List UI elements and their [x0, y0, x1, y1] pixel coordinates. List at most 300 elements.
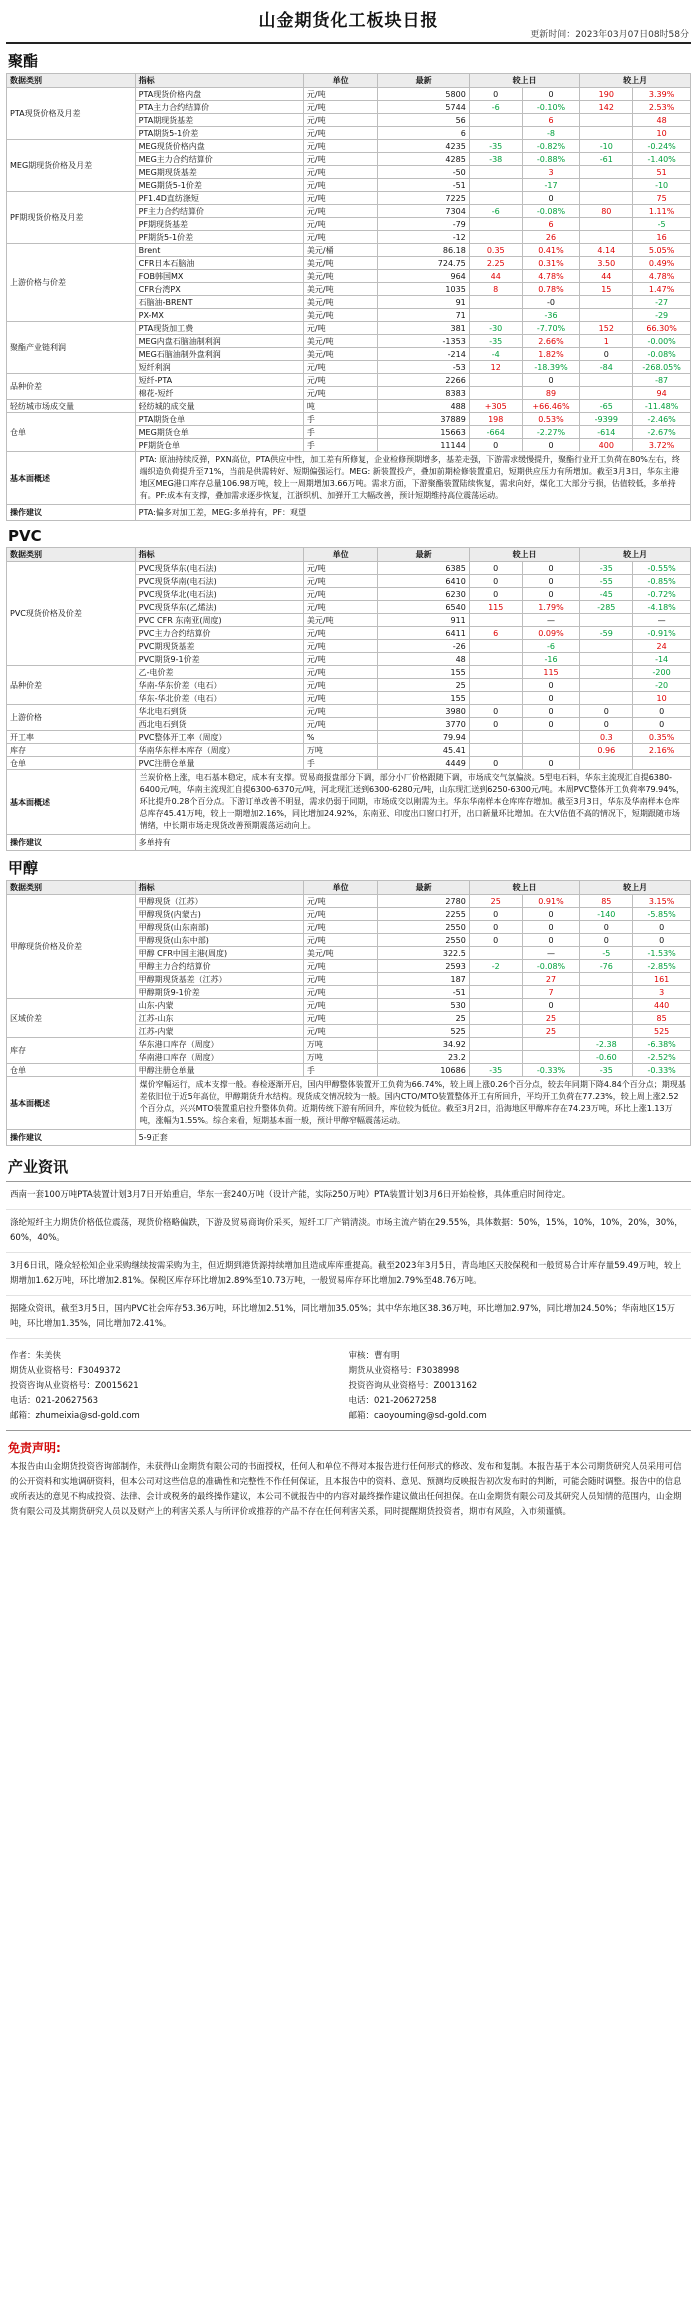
day-change-cell: 0 [469, 908, 522, 921]
month-change-cell: 525 [633, 1025, 691, 1038]
unit-cell: 元/吨 [303, 114, 378, 127]
day-change-cell: 0 [522, 374, 580, 387]
summary-text: 煤价窄幅运行，成本支撑一般。春检逐渐开启，国内甲醇整体装置开工负荷为66.74%，较上周上涨0.26个百分点，较去年同期下降4.84个百分点；期现基差依旧位于近5年高位，甲醇期货升水结构。现货成交情况较为一般。国内CTO/MTO装置整体开工有所回升，平均开工负荷在77.23%，较上周上涨2.52个百分点，兴兴MTO装置重启拉升整体负荷。近期传统下游有所回升，库位较为低位。截至3月2日，沿海地区甲醇库存在74.23万吨，环比上涨1.13万吨，涨幅为1.55%。综合来看，短期基本面一般，预计甲醇窄幅震荡运动。 [135, 1077, 690, 1130]
op-advice-text: 5-9正套 [135, 1130, 690, 1146]
day-change-cell: 0 [522, 439, 580, 452]
indicator-cell: 西北电石到货 [135, 718, 303, 731]
indicator-cell: PTA期现货基差 [135, 114, 303, 127]
latest-value-cell: 91 [378, 296, 469, 309]
day-change-cell [522, 744, 580, 757]
day-change-cell: 0 [469, 921, 522, 934]
indicator-cell: 甲醇现货（江苏） [135, 895, 303, 908]
op-advice-row [7, 1130, 691, 1146]
day-change-cell: 0 [522, 921, 580, 934]
report-header [6, 4, 691, 44]
unit-cell: 元/吨 [303, 999, 378, 1012]
indicator-cell: PVC期货9-1价差 [135, 653, 303, 666]
news-item: 据隆众资讯，截至3月5日，国内PVC社会库存53.36万吨，环比增加2.51%，同比增加35.05%；其中华东地区38.36万吨，环比增加2.97%，同比增加24.50%；华南地区15万吨，环比增加1.35%，同比增加72.41%。 [6, 1296, 691, 1339]
latest-value-cell: 155 [378, 666, 469, 679]
latest-value-cell: 79.94 [378, 731, 469, 744]
month-change-cell [580, 114, 633, 127]
month-change-cell [580, 653, 633, 666]
day-change-cell: 89 [522, 387, 580, 400]
summary-text: PTA: 原油持续反弹，PXN高位，PTA供应中性，加工差有所修复，企业检修预期增多，基差走强，下游需求缓慢提升，聚酯行业开工负荷在80%左右，终端织造负荷提升至71%，当前是供需转好、短期偏强运行。MEG: 新装置投产，叠加前期检修装置重启，短期供应压力有所增加。截至3月3日，华东主港地区MEG港口库存总量106.98万吨，较上一周期增加3.66万吨。需求方面，下游聚酯装置陆续恢复，需求向好，煤化工大部分亏损，估值较低，多单持有。PF:成本有支撑，叠加需求逐步恢复，江浙织机、加弹开工大幅改善，预计短期维持高位震荡运动。 [135, 452, 690, 505]
month-change-cell [580, 999, 633, 1012]
day-change-cell [469, 387, 522, 400]
unit-cell: 元/吨 [303, 374, 378, 387]
month-change-cell: -1.53% [633, 947, 691, 960]
news-title: 产业资讯 [6, 1146, 691, 1182]
latest-value-cell: 6540 [378, 601, 469, 614]
op-advice-row [7, 835, 691, 851]
unit-cell: 元/吨 [303, 934, 378, 947]
contact-line: 投资咨询从业资格号：Z0015621 [10, 1381, 139, 1391]
day-change-cell: 0 [522, 692, 580, 705]
indicator-cell: PVC现货华南(电石法) [135, 575, 303, 588]
latest-value-cell: -51 [378, 179, 469, 192]
column-header: 数据类别 [7, 74, 136, 88]
column-header: 数据类别 [7, 548, 136, 562]
month-change-cell [580, 231, 633, 244]
indicator-cell: 甲醇期现货基差（江苏） [135, 973, 303, 986]
indicator-cell: PVC期现货基差 [135, 640, 303, 653]
month-change-cell: 0.3 [580, 731, 633, 744]
column-header: 较上月 [580, 881, 691, 895]
month-change-cell: 3.72% [633, 439, 691, 452]
indicator-cell: 乙-电价差 [135, 666, 303, 679]
day-change-cell [469, 309, 522, 322]
month-change-cell: 80 [580, 205, 633, 218]
unit-cell: 元/吨 [303, 88, 378, 101]
latest-value-cell: 5744 [378, 101, 469, 114]
unit-cell: 美元/桶 [303, 244, 378, 257]
column-header: 指标 [135, 548, 303, 562]
column-header: 单位 [303, 74, 378, 88]
latest-value-cell: 187 [378, 973, 469, 986]
category-cell: 仓单 [7, 1064, 136, 1077]
month-change-cell [580, 640, 633, 653]
latest-value-cell: 6410 [378, 575, 469, 588]
month-change-cell: 190 [580, 88, 633, 101]
day-change-cell [522, 1038, 580, 1051]
table-row [7, 895, 691, 908]
unit-cell: 元/吨 [303, 895, 378, 908]
day-change-cell: 0 [469, 88, 522, 101]
day-change-cell [469, 692, 522, 705]
column-header: 最新 [378, 548, 469, 562]
day-change-cell: 0.91% [522, 895, 580, 908]
table-row [7, 999, 691, 1012]
day-change-cell: 0.09% [522, 627, 580, 640]
unit-cell: 元/吨 [303, 986, 378, 999]
month-change-cell: 51 [633, 166, 691, 179]
day-change-cell: 0 [469, 705, 522, 718]
month-change-cell: 0 [633, 934, 691, 947]
indicator-cell: PVC现货华东(电石法) [135, 562, 303, 575]
unit-cell: 元/吨 [303, 705, 378, 718]
unit-cell: 美元/吨 [303, 947, 378, 960]
month-change-cell: 16 [633, 231, 691, 244]
unit-cell: 手 [303, 426, 378, 439]
day-change-cell: -35 [469, 140, 522, 153]
latest-value-cell: 155 [378, 692, 469, 705]
latest-value-cell: -79 [378, 218, 469, 231]
indicator-cell: 山东-内蒙 [135, 999, 303, 1012]
indicator-cell: MEG现货价格内盘 [135, 140, 303, 153]
month-change-cell [580, 127, 633, 140]
latest-value-cell: 530 [378, 999, 469, 1012]
month-change-cell: -2.85% [633, 960, 691, 973]
indicator-cell: PTA期货5-1价差 [135, 127, 303, 140]
month-change-cell: 85 [633, 1012, 691, 1025]
unit-cell: 美元/吨 [303, 335, 378, 348]
day-change-cell: 6 [522, 218, 580, 231]
table-row [7, 1038, 691, 1051]
latest-value-cell: 86.18 [378, 244, 469, 257]
day-change-cell: -8 [522, 127, 580, 140]
op-advice-text: PTA:偏多对加工差，MEG:多单持有，PF：观望 [135, 505, 690, 521]
day-change-cell: 1.79% [522, 601, 580, 614]
month-change-cell [580, 757, 633, 770]
month-change-cell: -59 [580, 627, 633, 640]
month-change-cell [580, 614, 633, 627]
unit-cell: 元/吨 [303, 153, 378, 166]
day-change-cell: +305 [469, 400, 522, 413]
latest-value-cell: 2266 [378, 374, 469, 387]
day-change-cell: 27 [522, 973, 580, 986]
month-change-cell: 44 [580, 270, 633, 283]
indicator-cell: PVC主力合约结算价 [135, 627, 303, 640]
day-change-cell [469, 1012, 522, 1025]
summary-label: 基本面概述 [7, 770, 136, 835]
month-change-cell [580, 218, 633, 231]
latest-value-cell: -214 [378, 348, 469, 361]
latest-value-cell: -12 [378, 231, 469, 244]
month-change-cell [580, 192, 633, 205]
table-row [7, 374, 691, 387]
indicator-cell: 华北电石到货 [135, 705, 303, 718]
latest-value-cell: 2593 [378, 960, 469, 973]
column-header: 指标 [135, 881, 303, 895]
month-change-cell: 24 [633, 640, 691, 653]
day-change-cell [469, 114, 522, 127]
table-row [7, 244, 691, 257]
day-change-cell [469, 947, 522, 960]
column-header: 指标 [135, 74, 303, 88]
day-change-cell: -36 [522, 309, 580, 322]
day-change-cell: -18.39% [522, 361, 580, 374]
month-change-cell: -285 [580, 601, 633, 614]
day-change-cell: -17 [522, 179, 580, 192]
day-change-cell: 0 [522, 999, 580, 1012]
unit-cell: 元/吨 [303, 1012, 378, 1025]
unit-cell: 元/吨 [303, 601, 378, 614]
indicator-cell: 华南港口库存（周度） [135, 1051, 303, 1064]
indicator-cell: PF期现货基差 [135, 218, 303, 231]
day-change-cell: -4 [469, 348, 522, 361]
unit-cell: 万吨 [303, 744, 378, 757]
day-change-cell: 26 [522, 231, 580, 244]
day-change-cell: 0 [522, 718, 580, 731]
reviewer-contact [349, 1349, 688, 1424]
unit-cell: 元/吨 [303, 588, 378, 601]
unit-cell: 吨 [303, 400, 378, 413]
day-change-cell: -0.88% [522, 153, 580, 166]
day-change-cell: 0 [469, 439, 522, 452]
indicator-cell: MEG期货仓单 [135, 426, 303, 439]
table-row [7, 731, 691, 744]
month-change-cell: 66.30% [633, 322, 691, 335]
latest-value-cell: 8383 [378, 387, 469, 400]
day-change-cell: -0 [522, 296, 580, 309]
summary-label: 基本面概述 [7, 452, 136, 505]
unit-cell: 元/吨 [303, 666, 378, 679]
contact-line: 期货从业资格号：F3038998 [348, 1366, 460, 1376]
day-change-cell [469, 999, 522, 1012]
indicator-cell: MEG期货5-1价差 [135, 179, 303, 192]
unit-cell: 万吨 [303, 1051, 378, 1064]
unit-cell: 元/吨 [303, 1025, 378, 1038]
month-change-cell: 3.50 [580, 257, 633, 270]
disclaimer-title: 免责声明: [8, 1441, 61, 1455]
disclaimer-text: 本报告由山金期货投资咨询部制作，未获得山金期货有限公司的书面授权，任何人和单位不得对本报告进行任何形式的修改、发布和复制。本报告基于本公司期货研究人员采用可信的公开资料和实地调研资料，但本公司对这些信息的准确性和完整性不作任何保证，且本报告中的资料、意见、预测均反映报告初次发布时的判断，可能会随时调整。报告中的信息或所表达的意见不构成投资、法律、会计或税务的最终操作建议，本公司不就报告中的内容对最终操作建议做出任何担保。在山金期货有限公司及其研究人员知情的范围内，山金期货有限公司及其期货研究人员以及财产上的利害关系人与所评价或推荐的产品不存在任何利害关系，同时提醒期货投资者，期市有风险，入市须谨慎。 [10, 1462, 682, 1517]
unit-cell: 元/吨 [303, 921, 378, 934]
month-change-cell: 5.05% [633, 244, 691, 257]
sections-container [6, 44, 691, 1146]
op-advice-text: 多单持有 [135, 835, 690, 851]
month-change-cell: -35 [580, 1064, 633, 1077]
table-row [7, 400, 691, 413]
month-change-cell: 4.78% [633, 270, 691, 283]
day-change-cell: 12 [469, 361, 522, 374]
indicator-cell: MEG主力合约结算价 [135, 153, 303, 166]
month-change-cell: -61 [580, 153, 633, 166]
day-change-cell [469, 1025, 522, 1038]
day-change-cell: -30 [469, 322, 522, 335]
day-change-cell: 2.25 [469, 257, 522, 270]
unit-cell: 手 [303, 1064, 378, 1077]
day-change-cell: — [522, 614, 580, 627]
day-change-cell [469, 192, 522, 205]
day-change-cell: 0.53% [522, 413, 580, 426]
latest-value-cell: -1353 [378, 335, 469, 348]
category-cell: PTA现货价格及月差 [7, 88, 136, 140]
latest-value-cell: 45.41 [378, 744, 469, 757]
day-change-cell: -6 [469, 101, 522, 114]
month-change-cell: -20 [633, 679, 691, 692]
month-change-cell: -11.48% [633, 400, 691, 413]
month-change-cell: 48 [633, 114, 691, 127]
category-cell: 区域价差 [7, 999, 136, 1038]
day-change-cell: +66.46% [522, 400, 580, 413]
indicator-cell: 华东-华北价差（电石） [135, 692, 303, 705]
section-title: PVC [8, 527, 42, 545]
month-change-cell: 0 [633, 921, 691, 934]
indicator-cell: CFR台湾PX [135, 283, 303, 296]
data-table [6, 880, 691, 1146]
unit-cell: 元/吨 [303, 653, 378, 666]
latest-value-cell: 4285 [378, 153, 469, 166]
latest-value-cell: 25 [378, 679, 469, 692]
day-change-cell [469, 231, 522, 244]
category-cell: 库存 [7, 1038, 136, 1064]
table-row [7, 88, 691, 101]
month-change-cell [580, 1025, 633, 1038]
op-advice-label: 操作建议 [7, 835, 136, 851]
unit-cell: 美元/吨 [303, 283, 378, 296]
month-change-cell: -2.46% [633, 413, 691, 426]
day-change-cell: — [522, 947, 580, 960]
day-change-cell: -7.70% [522, 322, 580, 335]
day-change-cell: 25 [469, 895, 522, 908]
latest-value-cell: 6385 [378, 562, 469, 575]
month-change-cell [580, 296, 633, 309]
contact-line: 作者：朱美侠 [10, 1351, 62, 1361]
latest-value-cell: 37889 [378, 413, 469, 426]
table-row [7, 192, 691, 205]
unit-cell: 元/吨 [303, 361, 378, 374]
month-change-cell [580, 666, 633, 679]
month-change-cell [580, 387, 633, 400]
contact-line: 邮箱：zhumeixia@sd-gold.com [10, 1411, 140, 1421]
day-change-cell: 115 [522, 666, 580, 679]
category-cell: MEG期现货价格及月差 [7, 140, 136, 192]
contacts [6, 1339, 691, 1431]
indicator-cell: PF期货5-1价差 [135, 231, 303, 244]
indicator-cell: 甲醇 CFR中国主港(周度) [135, 947, 303, 960]
latest-value-cell: 724.75 [378, 257, 469, 270]
month-change-cell: 0 [580, 348, 633, 361]
indicator-cell: PX-MX [135, 309, 303, 322]
contact-line: 投资咨询从业资格号：Z0013162 [348, 1381, 478, 1391]
month-change-cell: 10 [633, 692, 691, 705]
indicator-cell: PF1.4D直纺涤短 [135, 192, 303, 205]
month-change-cell: 0 [633, 705, 691, 718]
month-change-cell: 1.11% [633, 205, 691, 218]
indicator-cell: PF主力合约结算价 [135, 205, 303, 218]
indicator-cell: Brent [135, 244, 303, 257]
month-change-cell: 0 [580, 934, 633, 947]
unit-cell: 元/吨 [303, 140, 378, 153]
month-change-cell [580, 179, 633, 192]
day-change-cell: 6 [469, 627, 522, 640]
latest-value-cell: 381 [378, 322, 469, 335]
month-change-cell: 75 [633, 192, 691, 205]
latest-value-cell: 25 [378, 1012, 469, 1025]
unit-cell: 美元/吨 [303, 296, 378, 309]
day-change-cell: 115 [469, 601, 522, 614]
latest-value-cell: 6411 [378, 627, 469, 640]
data-table [6, 547, 691, 851]
unit-cell: 元/吨 [303, 218, 378, 231]
month-change-cell: -14 [633, 653, 691, 666]
month-change-cell: 0 [580, 921, 633, 934]
day-change-cell: 0 [522, 934, 580, 947]
day-change-cell: 0 [469, 757, 522, 770]
category-cell: 轻纺城市场成交量 [7, 400, 136, 413]
category-cell: 品种价差 [7, 666, 136, 705]
month-change-cell: -140 [580, 908, 633, 921]
month-change-cell: 0 [580, 705, 633, 718]
month-change-cell: 10 [633, 127, 691, 140]
day-change-cell [469, 679, 522, 692]
unit-cell: 元/吨 [303, 205, 378, 218]
month-change-cell: 0 [633, 718, 691, 731]
day-change-cell: 0 [469, 588, 522, 601]
day-change-cell [469, 127, 522, 140]
unit-cell: 美元/吨 [303, 309, 378, 322]
month-change-cell: 94 [633, 387, 691, 400]
month-change-cell: -4.18% [633, 601, 691, 614]
category-cell: 上游价格 [7, 705, 136, 731]
column-header: 单位 [303, 548, 378, 562]
month-change-cell: -0.55% [633, 562, 691, 575]
day-change-cell [522, 731, 580, 744]
unit-cell: % [303, 731, 378, 744]
month-change-cell: 152 [580, 322, 633, 335]
indicator-cell: PTA主力合约结算价 [135, 101, 303, 114]
day-change-cell [469, 1038, 522, 1051]
unit-cell: 元/吨 [303, 179, 378, 192]
column-header: 较上日 [469, 74, 580, 88]
month-change-cell: -5.85% [633, 908, 691, 921]
month-change-cell: -5 [633, 218, 691, 231]
month-change-cell: -0.91% [633, 627, 691, 640]
summary-row [7, 452, 691, 505]
indicator-cell: 甲醇注册仓单量 [135, 1064, 303, 1077]
month-change-cell: -29 [633, 309, 691, 322]
news-item: 西南一套100万吨PTA装置计划3月7日开始重启，华东一套240万吨（设计产能，实际250万吨）PTA装置计划3月6日开始检修，具体重启时间待定。 [6, 1182, 691, 1210]
day-change-cell: -664 [469, 426, 522, 439]
contact-line: 电话：021-20627258 [348, 1396, 437, 1406]
month-change-cell: 1.47% [633, 283, 691, 296]
month-change-cell: -2.52% [633, 1051, 691, 1064]
day-change-cell: 0 [522, 908, 580, 921]
category-cell: 甲醇现货价格及价差 [7, 895, 136, 999]
day-change-cell [469, 653, 522, 666]
indicator-cell: 江苏-山东 [135, 1012, 303, 1025]
latest-value-cell: 7304 [378, 205, 469, 218]
indicator-cell: MEG期现货基差 [135, 166, 303, 179]
day-change-cell [469, 973, 522, 986]
day-change-cell: -16 [522, 653, 580, 666]
day-change-cell: 3 [522, 166, 580, 179]
indicator-cell: 甲醇现货(山东中部) [135, 934, 303, 947]
category-cell: 库存 [7, 744, 136, 757]
unit-cell: 手 [303, 413, 378, 426]
day-change-cell: 25 [522, 1012, 580, 1025]
month-change-cell: -10 [580, 140, 633, 153]
month-change-cell: -87 [633, 374, 691, 387]
latest-value-cell: 23.2 [378, 1051, 469, 1064]
latest-value-cell: 71 [378, 309, 469, 322]
day-change-cell [469, 296, 522, 309]
day-change-cell: 8 [469, 283, 522, 296]
unit-cell: 元/吨 [303, 692, 378, 705]
table-row [7, 666, 691, 679]
latest-value-cell: 3770 [378, 718, 469, 731]
category-cell: 上游价格与价差 [7, 244, 136, 322]
indicator-cell: PVC现货华北(电石法) [135, 588, 303, 601]
day-change-cell: 198 [469, 413, 522, 426]
table-row [7, 562, 691, 575]
month-change-cell: 3.39% [633, 88, 691, 101]
month-change-cell: -55 [580, 575, 633, 588]
unit-cell: 元/吨 [303, 192, 378, 205]
latest-value-cell: 911 [378, 614, 469, 627]
month-change-cell: -0.72% [633, 588, 691, 601]
month-change-cell: 2.53% [633, 101, 691, 114]
